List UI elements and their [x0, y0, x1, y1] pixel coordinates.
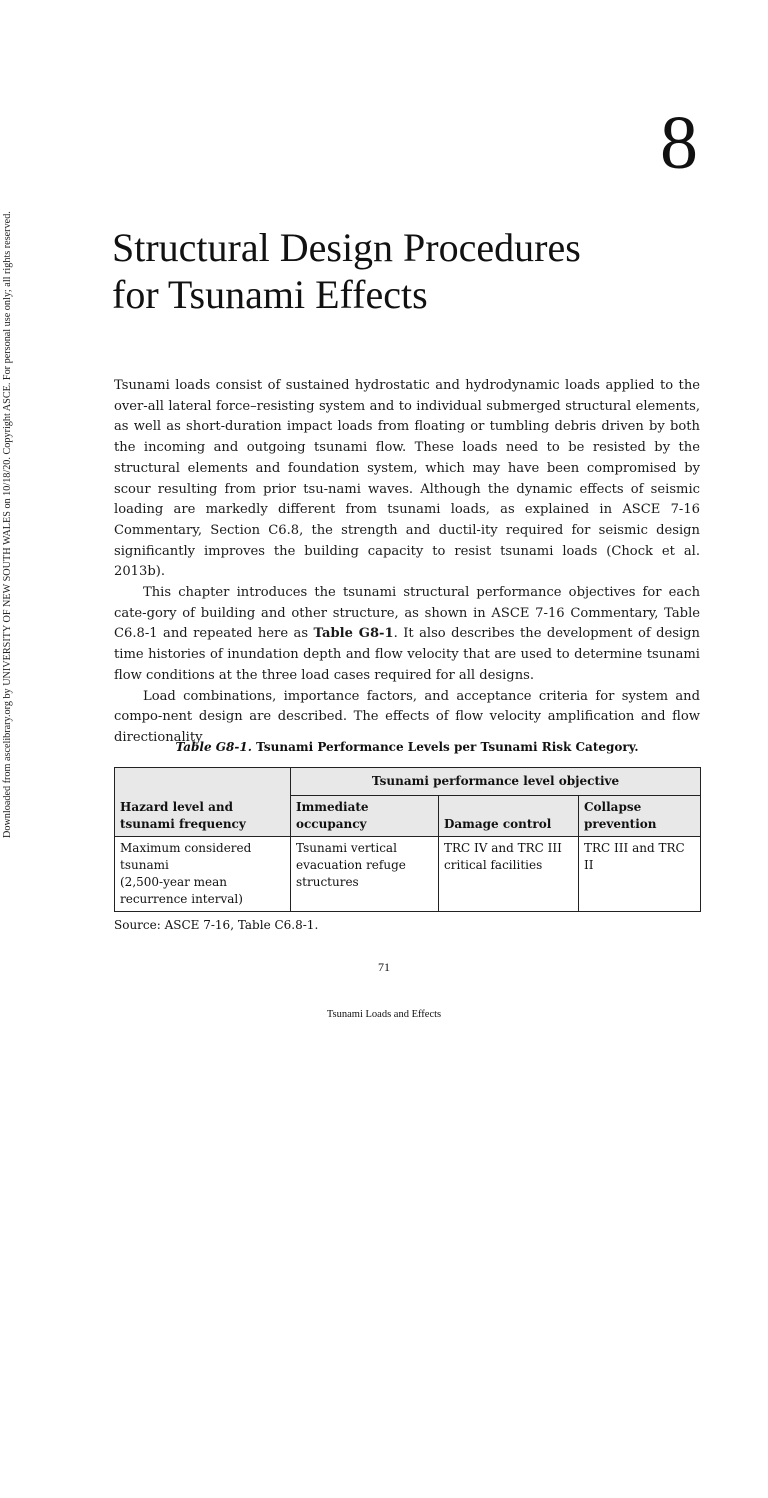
table-header-row-1	[115, 768, 701, 796]
cell-damage-control: TRC IV and TRC III critical facilities	[439, 837, 579, 912]
table-caption	[114, 740, 700, 754]
chapter-title	[112, 224, 712, 318]
cell-hazard-line1: Maximum considered tsunami	[120, 841, 252, 872]
download-notice-text: Downloaded from ascelibrary.org by UNIVERSITY OF NEW SOUTH WALES on 10/18/20. Copyright ASCE. For personal use only; all rights reserved.	[2, 211, 13, 838]
paragraph-1: Tsunami loads consist of sustained hydrostatic and hydrodynamic loads applied to the over-all lateral force–resisting system and to individual submerged structural elements, as well as short-duration impact loads from floating or tumbling debris driven by both the incoming and outgoing tsunami flow. These loads need to be resisted by the structural elements and foundation system, which may have been compromised by scour resulting from prior tsu-nami waves. Although the dynamic effects of seismic loading are markedly different from tsunami loads, as explained in ASCE 7-16 Commentary, Section C6.8, the strength and ductil-ity required for seismic design significantly improves the building capacity to resist tsunami loads (Chock et al. 2013b).	[114, 378, 700, 580]
paragraph-2	[114, 583, 700, 687]
table-caption-label: Table G8-1.	[175, 740, 252, 754]
header-hazard-level: Hazard level and tsunami frequency	[115, 768, 291, 837]
table-row	[115, 837, 701, 912]
running-footer: Tsunami Loads and Effects	[326, 1009, 442, 1020]
paragraph-2-end: . It also describes the development of design time histories of inundation depth and flow velocity that are used to determine tsunami flow conditions at the three load cases required for all designs.	[114, 626, 700, 683]
header-collapse-prevention: Collapse prevention	[579, 796, 701, 837]
paragraph-2-start: This chapter introduces the tsunami structural performance objectives for each cate-gory of building and other structure, as shown in ASCE 7-16 Commentary, Table C6.8-1 and repeated here as	[114, 585, 700, 642]
cell-hazard-level	[115, 837, 291, 912]
cell-hazard-line2: (2,500-year mean recurrence interval)	[120, 875, 243, 906]
cell-collapse-prevention: TRC III and TRC II	[579, 837, 701, 912]
page-number: 71	[378, 960, 390, 974]
paragraph-3: Load combinations, importance factors, and acceptance criteria for system and compo-nent design are described. The effects of flow velocity amplification and flow directionality	[114, 688, 700, 745]
table-caption-text: Tsunami Performance Levels per Tsunami Risk Category.	[251, 740, 639, 754]
table-reference: Table G8-1	[313, 626, 394, 642]
header-immediate-occupancy: Immediate occupancy	[291, 796, 439, 837]
chapter-number: 8	[660, 101, 698, 185]
body-text	[114, 376, 700, 749]
table-source: Source: ASCE 7-16, Table C6.8-1.	[114, 918, 319, 932]
header-damage-control: Damage control	[439, 796, 579, 837]
chapter-title-line1: Structural Design Procedures	[112, 225, 581, 270]
performance-table	[114, 767, 701, 912]
header-performance-objective: Tsunami performance level objective	[291, 768, 701, 796]
cell-immediate-occupancy: Tsunami vertical evacuation refuge structures	[291, 837, 439, 912]
download-notice	[2, 211, 22, 1498]
chapter-title-line2: for Tsunami Effects	[112, 272, 428, 317]
